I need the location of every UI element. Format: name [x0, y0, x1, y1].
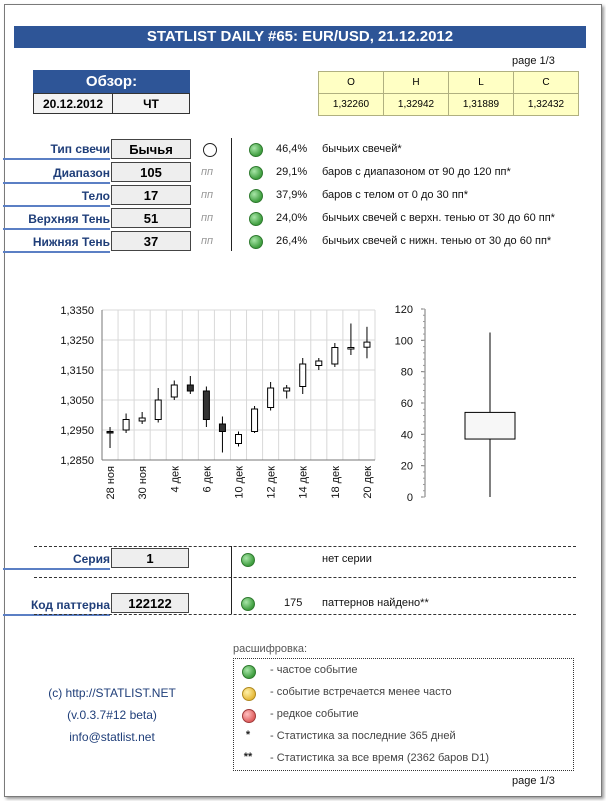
ohlc-header-high: H	[384, 72, 449, 94]
site-link[interactable]: (c) http://STATLIST.NET	[48, 686, 176, 700]
report-title: STATLIST DAILY #65: EUR/USD, 21.12.2012	[14, 26, 586, 48]
series-description: нет серии	[322, 553, 372, 565]
stats-divider	[231, 138, 232, 251]
ohlc-value-open: 1,32260	[319, 94, 384, 116]
range-boxplot-chart	[380, 298, 580, 508]
stat-percent: 37,9%	[276, 189, 308, 201]
stat-percent: 26,4%	[276, 235, 308, 247]
y-tick-label: 20	[400, 460, 413, 473]
ohlc-header-low: L	[449, 72, 514, 94]
stat-value-upper-shadow: 51	[111, 208, 191, 228]
ohlc-header-close: C	[514, 72, 579, 94]
legend-item: - частое событие	[270, 664, 358, 676]
legend-title: расшифровка:	[233, 643, 308, 655]
legend-frequent-icon	[242, 665, 256, 679]
legend-rare-icon	[242, 709, 256, 723]
y-tick-label: 80	[400, 366, 413, 379]
legend-double-star-marker: **	[243, 751, 253, 763]
candle-body	[332, 348, 338, 365]
x-tick-label: 28 ноя	[105, 466, 118, 500]
legend-item: - редкое событие	[270, 708, 359, 720]
stat-indicator-icon	[249, 235, 263, 249]
divider-dashed	[34, 614, 576, 615]
ohlc-value-high: 1,32942	[384, 94, 449, 116]
box-body	[465, 412, 515, 439]
page-number-top: page 1/3	[512, 55, 555, 67]
stat-description: бычьих свечей*	[322, 143, 402, 155]
stat-percent: 24,0%	[276, 212, 308, 224]
stat-indicator-icon	[249, 212, 263, 226]
candle-body	[236, 435, 242, 444]
stat-description: бычьих свечей с верхн. тенью от 30 до 60 пп*	[322, 212, 555, 224]
candle-body	[139, 418, 145, 421]
pattern-description: паттернов найдено**	[322, 597, 429, 609]
candle-body	[203, 391, 209, 420]
stat-description: бычьих свечей с нижн. тенью от 30 до 60 пп*	[322, 235, 552, 247]
candle-body	[316, 361, 322, 366]
candle-body	[268, 388, 274, 408]
x-tick-label: 10 дек	[233, 466, 246, 499]
legend-item: - событие встречается менее часто	[270, 686, 452, 698]
x-tick-label: 18 дек	[329, 466, 342, 499]
y-tick-label: 0	[406, 492, 413, 504]
candle-body	[155, 400, 161, 420]
stat-description: баров с диапазоном от 90 до 120 пп*	[322, 166, 511, 178]
email-link[interactable]: info@statlist.net	[69, 730, 155, 744]
series-divider	[231, 546, 232, 614]
legend-less-frequent-icon	[242, 687, 256, 701]
overview-date: 20.12.2012	[33, 93, 113, 114]
series-indicator-icon	[241, 553, 255, 567]
stat-description: баров с телом от 0 до 30 пп*	[322, 189, 469, 201]
candle-type-circle-icon	[203, 143, 217, 157]
stat-unit: пп	[201, 235, 214, 247]
y-tick-label: 1,3050	[60, 395, 94, 407]
stat-indicator-icon	[249, 143, 263, 157]
candle-body	[252, 409, 258, 432]
y-tick-label: 100	[394, 335, 413, 348]
stat-label-range: Диапазон	[3, 164, 110, 184]
x-tick-label: 12 дек	[265, 466, 278, 499]
legend-star-marker: *	[245, 729, 251, 741]
pattern-value: 122122	[111, 593, 189, 613]
candle-body	[300, 364, 306, 387]
series-value: 1	[111, 548, 189, 568]
divider-dashed	[34, 577, 576, 578]
version-text: (v.0.3.7#12 beta)	[67, 708, 157, 722]
series-label: Серия	[3, 550, 110, 570]
candle-body	[219, 424, 225, 432]
candle-body	[364, 342, 370, 347]
x-tick-label: 20 дек	[361, 466, 374, 499]
x-tick-label: 6 дек	[201, 466, 214, 493]
candle-body	[187, 385, 193, 391]
y-tick-label: 1,3350	[60, 305, 94, 317]
stat-indicator-icon	[249, 166, 263, 180]
divider-dashed	[34, 546, 576, 547]
candle-body	[107, 432, 113, 434]
stat-value-candle-type: Бычья	[111, 139, 191, 159]
y-tick-label: 1,3150	[60, 365, 94, 377]
stat-label-upper-shadow: Верхняя Тень	[3, 210, 110, 230]
candle-body	[348, 348, 354, 350]
pattern-label: Код паттерна	[3, 596, 110, 616]
stat-indicator-icon	[249, 189, 263, 203]
stat-unit: пп	[201, 189, 214, 201]
candle-body	[171, 385, 177, 397]
pattern-indicator-icon	[241, 597, 255, 611]
legend-item: - Статистика за последние 365 дней	[270, 730, 456, 742]
y-tick-label: 120	[394, 304, 413, 316]
y-tick-label: 1,2850	[60, 455, 94, 467]
ohlc-value-low: 1,31889	[449, 94, 514, 116]
candle-body	[284, 388, 290, 391]
ohlc-table	[318, 71, 579, 116]
stat-label-body: Тело	[3, 187, 110, 207]
y-tick-label: 60	[400, 398, 413, 410]
x-tick-label: 14 дек	[297, 466, 310, 499]
y-tick-label: 40	[400, 429, 413, 442]
candle-body	[123, 420, 129, 431]
y-tick-label: 1,2950	[60, 425, 94, 437]
overview-header: Обзор:	[33, 70, 190, 93]
y-tick-label: 1,3250	[60, 335, 94, 347]
stat-value-lower-shadow: 37	[111, 231, 191, 251]
stat-value-body: 17	[111, 185, 191, 205]
stat-label-lower-shadow: Нижняя Тень	[3, 233, 110, 253]
legend-item: - Статистика за все время (2362 баров D1)	[270, 752, 490, 764]
stat-percent: 46,4%	[276, 143, 308, 155]
page-number-bottom: page 1/3	[512, 775, 555, 787]
x-tick-label: 30 ноя	[137, 466, 150, 500]
stat-value-range: 105	[111, 162, 191, 182]
candlestick-chart	[30, 298, 380, 518]
pattern-count: 175	[284, 597, 303, 609]
ohlc-header-open: O	[319, 72, 384, 94]
stat-label-candle-type: Тип свечи	[3, 140, 110, 160]
ohlc-value-close: 1,32432	[514, 94, 579, 116]
overview-weekday: ЧТ	[113, 93, 190, 114]
stat-unit: пп	[201, 212, 214, 224]
x-tick-label: 4 дек	[169, 466, 182, 493]
stat-unit: пп	[201, 166, 214, 178]
stat-percent: 29,1%	[276, 166, 308, 178]
